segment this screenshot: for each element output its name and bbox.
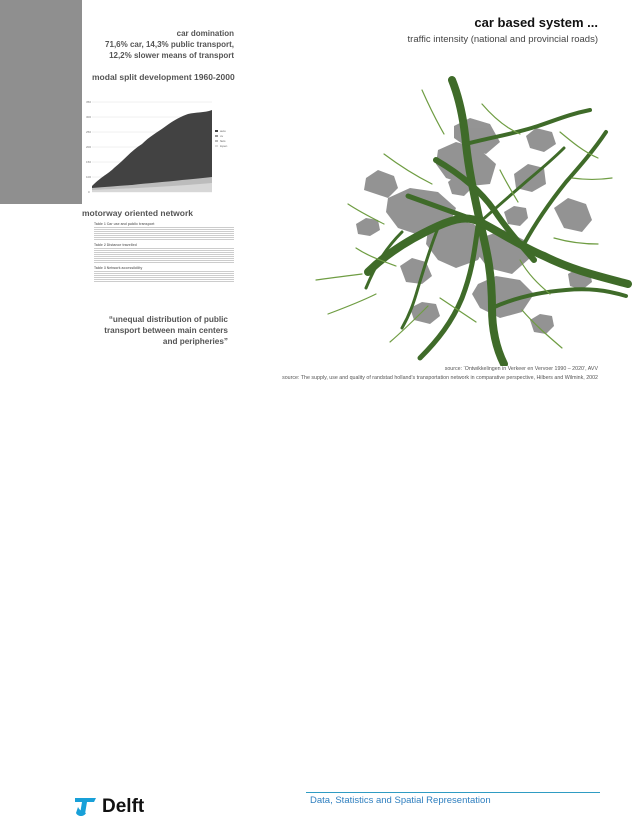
source-note-2: source: The supply, use and quality of randstad holland’s transportation network in comparative perspective, Hilbers and Wilmink, 2002 xyxy=(282,375,598,381)
car-domination-line-3: 12,2% slower means of transport xyxy=(109,51,234,60)
source-note-1: source: ‘Ontwikkelingen in Verkeer en Vervoer 1990 – 2020’, AVV xyxy=(444,366,598,372)
quote-line-3: and peripheries” xyxy=(162,337,228,346)
car-domination-text xyxy=(88,28,234,61)
statistics-table-image: Table 1 Car use and public transport Table 2 Distance travelled Table 3 Network accessibility xyxy=(94,222,234,360)
svg-text:350: 350 xyxy=(86,100,92,104)
motorway-network-label: motorway oriented network xyxy=(82,208,193,218)
traffic-intensity-map xyxy=(268,62,638,366)
svg-text:300: 300 xyxy=(86,115,92,119)
modal-split-title: modal split development 1960-2000 xyxy=(92,72,235,82)
slide-title: car based system ... xyxy=(474,15,598,30)
svg-text:0: 0 xyxy=(88,190,90,194)
unequal-distribution-quote xyxy=(92,314,228,347)
car-domination-line-2: 71,6% car, 14,3% public transport, xyxy=(105,40,234,49)
svg-text:ov: ov xyxy=(220,134,224,138)
tudelft-logo-text: Delft xyxy=(102,796,145,817)
modal-split-chart-svg xyxy=(84,92,234,202)
quote-line-2: transport between main centers xyxy=(104,326,228,335)
modal-split-chart-image xyxy=(84,92,234,202)
map-svg xyxy=(268,62,638,366)
footer-caption: Data, Statistics and Spatial Representation xyxy=(310,795,491,806)
svg-text:auto: auto xyxy=(220,129,226,133)
footer-area xyxy=(0,390,638,817)
car-domination-line-1: car domination xyxy=(176,29,234,38)
tudelft-logo xyxy=(72,794,144,818)
svg-text:fiets: fiets xyxy=(220,139,226,143)
tudelft-logo-icon xyxy=(72,794,99,818)
left-panel xyxy=(0,0,240,390)
svg-text:150: 150 xyxy=(86,160,92,164)
svg-text:100: 100 xyxy=(86,175,92,179)
svg-text:200: 200 xyxy=(86,145,92,149)
footer-divider xyxy=(306,792,600,793)
svg-text:lopen: lopen xyxy=(220,144,228,148)
right-heading xyxy=(330,15,598,45)
slide-subtitle: traffic intensity (national and provincial roads) xyxy=(407,34,598,45)
quote-line-1: “unequal distribution of public xyxy=(108,315,228,324)
decorative-gray-block xyxy=(0,0,82,204)
svg-text:250: 250 xyxy=(86,130,92,134)
